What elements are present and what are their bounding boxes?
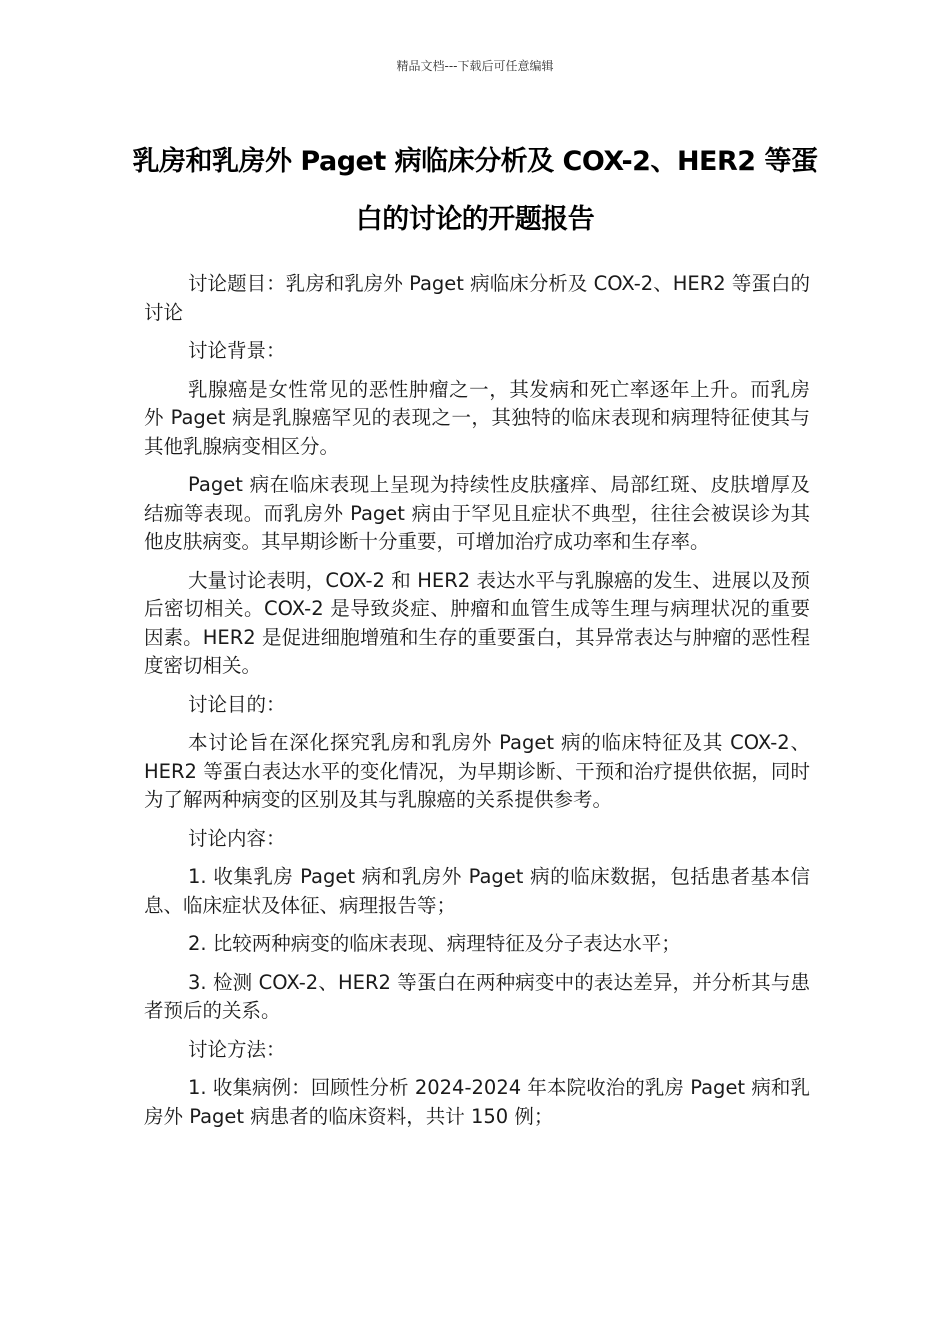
list-item-content-2: 2. 比较两种病变的临床表现、病理特征及分子表达水平；: [188, 932, 681, 955]
list-item-method-1: 1. 收集病例：回顾性分析 2024-2024 年本院收治的乳房 Paget 病和乳房外 Paget 病患者的临床资料，共计 150 例；: [144, 1076, 810, 1128]
document-title: 乳房和乳房外 Paget 病临床分析及 COX-2、HER2 等蛋白的讨论的开题报告: [132, 146, 818, 235]
paragraph-background-2: Paget 病在临床表现上呈现为持续性皮肤瘙痒、局部红斑、皮肤增厚及结痂等表现。而乳房外 Paget 病由于罕见且症状不典型，往往会被误诊为其他皮肤病变。其早期诊断十分重要，可增加治疗成功率和生存率。: [144, 473, 810, 553]
paragraph-background-1: 乳腺癌是女性常见的恶性肿瘤之一，其发病和死亡率逐年上升。而乳房外 Paget 病是乳腺癌罕见的表现之一，其独特的临床表现和病理特征使其与其他乳腺病变相区分。: [144, 377, 810, 458]
paragraph-topic: 讨论题目：乳房和乳房外 Paget 病临床分析及 COX-2、HER2 等蛋白的讨论: [144, 272, 810, 324]
document-body: [144, 270, 810, 1141]
section-label-purpose: 讨论目的：: [188, 692, 286, 716]
list-item-content-1: 1. 收集乳房 Paget 病和乳房外 Paget 病的临床数据，包括患者基本信息、临床症状及体征、病理报告等；: [144, 865, 810, 917]
paragraph-purpose: 本讨论旨在深化探究乳房和乳房外 Paget 病的临床特征及其 COX-2、HER2 等蛋白表达水平的变化情况，为早期诊断、干预和治疗提供依据，同时为了解两种病变的区别及其与乳腺癌的关系提供参考。: [144, 731, 810, 811]
section-label-background: 讨论背景：: [188, 339, 286, 362]
section-label-method: 讨论方法：: [188, 1037, 286, 1061]
paragraph-background-3: 大量讨论表明，COX-2 和 HER2 表达水平与乳腺癌的发生、进展以及预后密切相关。COX-2 是导致炎症、肿瘤和血管生成等生理与病理状况的重要因素。HER2 是促进细胞增殖和生存的重要蛋白，其异常表达与肿瘤的恶性程度密切相关。: [144, 568, 810, 677]
section-label-content: 讨论内容：: [188, 826, 286, 850]
list-item-content-3: 3. 检测 COX-2、HER2 等蛋白在两种病变中的表达差异，并分析其与患者预后的关系。: [144, 970, 810, 1022]
header-note: 精品文档---下载后可任意编辑: [396, 59, 554, 73]
